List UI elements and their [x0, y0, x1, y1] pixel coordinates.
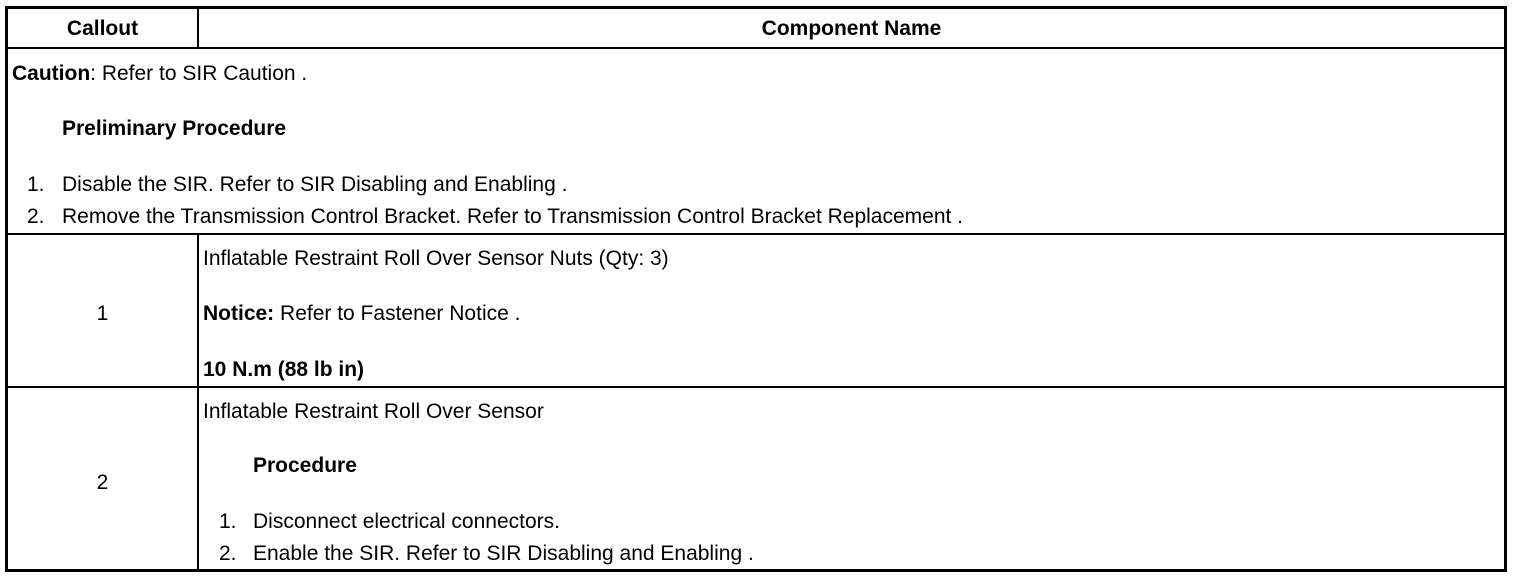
procedure-heading: Procedure — [253, 454, 357, 477]
step-text: Disable the SIR. Refer to SIR Disabling and Enabling . — [62, 173, 568, 196]
header-divider — [8, 47, 1504, 49]
component-name: Inflatable Restraint Roll Over Sensor Nuts (Qty: 3) — [203, 247, 669, 270]
header-callout: Callout — [66, 17, 139, 40]
caution-text: : Refer to SIR Caution . — [90, 62, 308, 85]
step-number: 1. — [27, 173, 45, 196]
row-divider — [8, 233, 1504, 235]
callout-number: 2 — [96, 471, 109, 494]
header-component-name: Component Name — [761, 17, 942, 40]
preliminary-procedure-heading: Preliminary Procedure — [62, 117, 287, 140]
torque-spec: 10 N.m (88 lb in) — [203, 358, 365, 381]
notice-label: Notice: — [203, 302, 275, 325]
caution-line — [12, 62, 307, 86]
step-text: Enable the SIR. Refer to SIR Disabling and Enabling . — [253, 542, 754, 565]
step-text: Remove the Transmission Control Bracket. Refer to Transmission Control Bracket Replacement . — [62, 205, 964, 228]
step-number: 1. — [219, 510, 237, 533]
component-name: Inflatable Restraint Roll Over Sensor — [203, 400, 544, 423]
step-text: Disconnect electrical connectors. — [253, 510, 560, 533]
notice-text: Refer to Fastener Notice . — [274, 302, 521, 325]
step-number: 2. — [27, 205, 45, 228]
caution-label: Caution — [12, 62, 91, 85]
column-divider — [197, 233, 199, 569]
notice-line — [203, 302, 520, 326]
step-number: 2. — [219, 542, 237, 565]
row-divider — [8, 386, 1504, 388]
callout-number: 1 — [96, 302, 109, 325]
component-table — [5, 6, 1507, 572]
